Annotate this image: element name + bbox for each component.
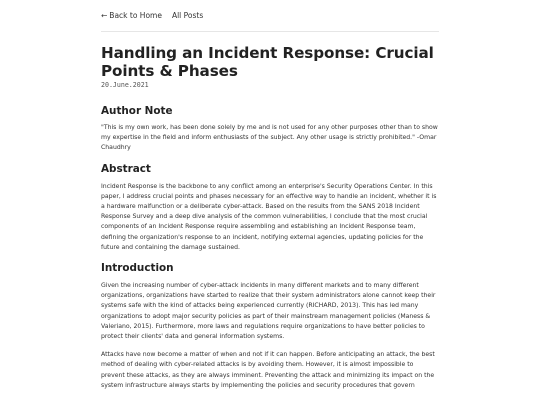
abstract-heading: Abstract	[101, 162, 151, 175]
author-note-heading: Author Note	[101, 105, 173, 117]
all-posts-link[interactable]: All Posts	[171, 11, 204, 20]
arrow-left-icon: ←	[101, 11, 108, 20]
abstract-section	[101, 162, 439, 253]
abstract-text: Incident Response is the backbone to any conflict among an enterprise's Security Operations Center. In this paper, I address crucial points and phases necessary for an effective way to handle an incident, whether it is a hardware malfunction or a deliberate cyber-attack. Based on the results from the SANS 2018 Incident Response Survey and a deep dive analysis of the common vulnerabilities, I conclude that the most crucial components of an Incident Response require assembling and establishing an Incident Response team, defining the organization's response to an incident, notifying external agencies, updating policies for the future and containing the damage sustained.	[101, 182, 437, 251]
author-note-section	[101, 104, 439, 154]
top-nav	[101, 0, 439, 32]
post-title: Handling an Incident Response: Crucial Points & Phases	[101, 44, 434, 80]
article-container	[101, 0, 439, 391]
introduction-heading: Introduction	[101, 262, 174, 275]
back-to-home-label: Back to Home	[109, 11, 162, 20]
author-note-text: "This is my own work, has been done solely by me and is not used for any other purposes other than to show my expertise in the field and inform enthusiasts of the subject. Any other usage is strictly prohibited." -Omar Chaudhry	[101, 124, 438, 152]
introduction-paragraph: Given the increasing number of cyber-attack incidents in many different markets and to many different organizations, organizations have started to realize that their system administrators alone cannot keep their systems safe with the kind of attacks being experienced currently (RICHARD, 2013). This has led many organizations to adopt major security policies as part of their mainstream management policies (Maness & Valeriano, 2015). Furthermore, more laws and regulations require organizations to have better policies to protect their clients' data and general information systems.	[101, 282, 436, 341]
back-to-home-link[interactable]	[101, 11, 162, 20]
post-date: 20.June.2021	[101, 81, 149, 89]
introduction-paragraph: Attacks have now become a matter of when and not if it can happen. Before anticipating an attack, the best method of dealing with cyber-related attacks is by avoiding them. However, it is almost impossible to prevent these attacks, as they are always imminent. Preventing the attack and minimizing its impact on the system infrastructure always starts by implementing the policies and security procedures that govern	[101, 351, 435, 389]
introduction-section	[101, 261, 439, 391]
